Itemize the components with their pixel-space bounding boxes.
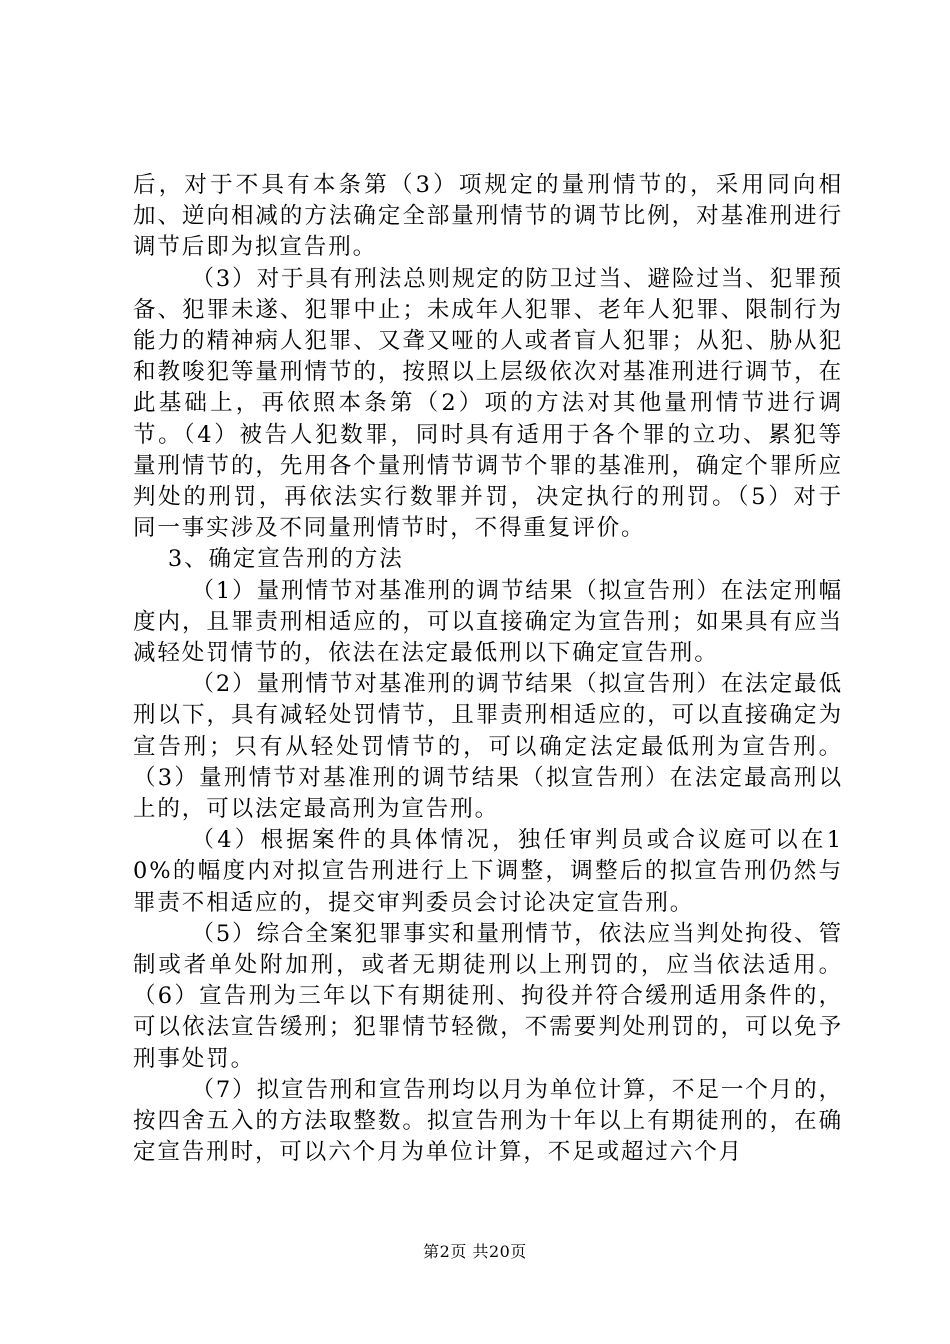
- paragraph-sentence-1: （1）量刑情节对基准刑的调节结果（拟宣告刑）在法定刑幅度内，且罪责刑相适应的，可以直接确定为宣告刑；如果具有应当减轻处罚情节的，依法在法定最低刑以下确定宣告刑。: [133, 577, 843, 667]
- paragraph-sentence-5: （5）综合全案犯罪事实和量刑情节，依法应当判处拘役、管制或者单处附加刑，或者无期徒刑以上刑罚的，应当依法适用。（6）宣告刑为三年以下有期徒刑、拘役并符合缓刑适用条件的，可以依法宣告缓刑；犯罪情节轻微，不需要判处刑罚的，可以免予刑事处罚。: [133, 920, 843, 1072]
- page-number-footer: 第2页 共20页: [423, 1242, 527, 1261]
- paragraph-continuation: 后，对于不具有本条第（3）项规定的量刑情节的，采用同向相加、逆向相减的方法确定全部量刑情节的调节比例，对基准刑进行调节后即为拟宣告刑。: [133, 172, 843, 261]
- paragraph-sentence-2: （2）量刑情节对基准刑的调节结果（拟宣告刑）在法定最低刑以下，具有减轻处罚情节，且罪责刑相适应的，可以直接确定为宣告刑；只有从轻处罚情节的，可以确定法定最低刑为宣告刑。（3）量刑情节对基准刑的调节结果（拟宣告刑）在法定最高刑以上的，可以法定最高刑为宣告刑。: [133, 671, 843, 823]
- paragraph-sentence-7: （7）拟宣告刑和宣告刑均以月为单位计算，不足一个月的，按四舍五入的方法取整数。拟宣告刑为十年以上有期徒刑的，在确定宣告刑时，可以六个月为单位计算，不足或超过六个月: [133, 1076, 843, 1166]
- paragraph-sentence-4: （4）根据案件的具体情况，独任审判员或合议庭可以在10%的幅度内对拟宣告刑进行上下调整，调整后的拟宣告刑仍然与罪责不相适应的，提交审判委员会讨论决定宣告刑。: [133, 827, 843, 916]
- paragraph-item-3: （3）对于具有刑法总则规定的防卫过当、避险过当、犯罪预备、犯罪未遂、犯罪中止；未成年人犯罪、老年人犯罪、限制行为能力的精神病人犯罪、又聋又哑的人或者盲人犯罪；从犯、胁从犯和教唆犯等量刑情节的，按照以上层级依次对基准刑进行调节，在此基础上，再依照本条第（2）项的方法对其他量刑情节进行调节。（4）被告人犯数罪，同时具有适用于各个罪的立功、累犯等量刑情节的，先用各个量刑情节调节个罪的基准刑，确定个罪所应判处的刑罚，再依法实行数罪并罚，决定执行的刑罚。（5）对于同一事实涉及不同量刑情节时，不得重复评价。: [133, 265, 843, 542]
- section-heading: 3、确定宣告刑的方法: [167, 546, 404, 573]
- document-body: [133, 170, 843, 1169]
